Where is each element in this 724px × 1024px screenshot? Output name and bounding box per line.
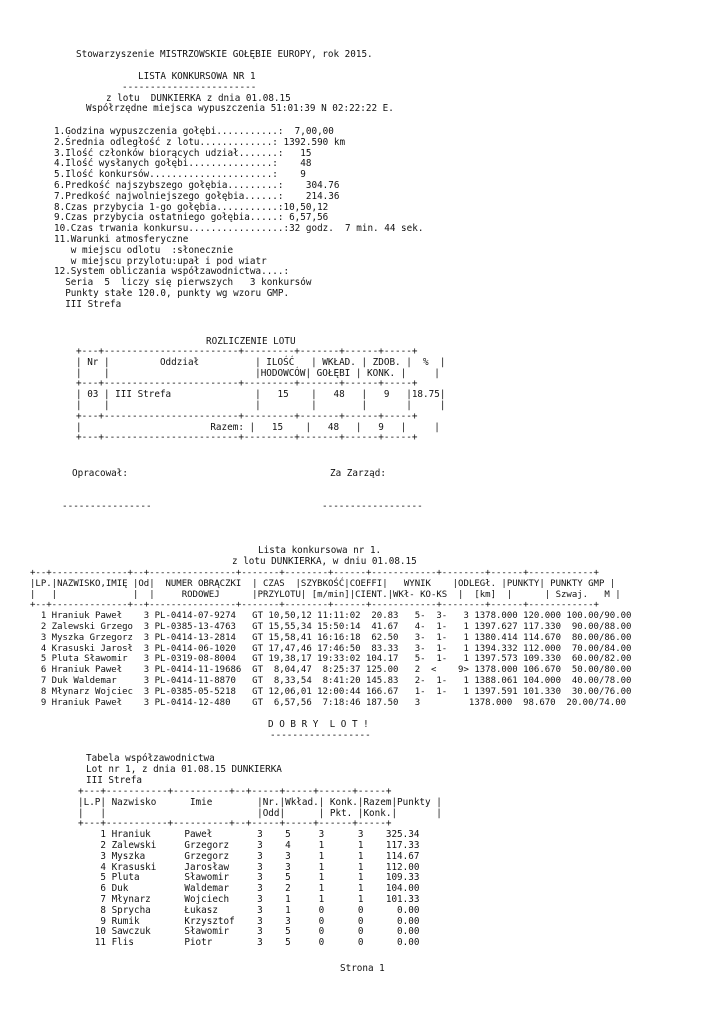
settlement-table: +---+------------------------+---------+-------+------+-----+ | Nr | Oddział | ILOŚĆ | WKŁAD. | ZDOB. | % | | | |HODOWCÓW| GOŁĘBI | KONK. | | +---+------------------------+---------+-------+------+-----+ | 03 | III Strefa | 15 | 48 | 9 |18.75| | | | | | | | +---+------------------------+---------+-------+------+-----+ | Razem: | 15 | 48 | 9 | | +---+------------------------+---------+-------+------+-----+: [76, 346, 446, 444]
standings-zone: III Strefa: [86, 775, 142, 786]
standings-table: +---+-----------+----------+--+-----+-----+------+-----+ |L.P| Nazwisko Imie |Nr.|Wkład.| Konk.|Razem|Punkty | | | |Odd| | Pkt. |Konk.| | +---+-----------+----------+--+-----+-----+------+-----+ 1 Hraniuk Paweł 3 5 3 3 325.34 2 Zalewski Grzegorz 3 4 1 1 117.33 3 Myszka Grzegorz 3 3 1 1 114.67 4 Krasuski Jarosław 3 3 1 1 112.00 5 Pluta Sławomir 3 5 1 1 109.33 6 Duk Waldemar 3 2 1 1 104.00 7 Młynarz Wojciech 3 1 1 1 101.33 8 Sprycha Łukasz 3 1 0 0 0.00 9 Rumik Krzysztof 3 3 0 0 0.00 10 Sawczuk Sławomir 3 5 0 0 0.00 11 Flis Piotr 3 5 0 0 0.00: [78, 786, 442, 949]
competition-title: Lista konkursowa nr 1.: [258, 545, 382, 556]
list-title: LISTA KONKURSOWA NR 1: [138, 71, 256, 82]
competition-subtitle: z lotu DUNKIERKA, w dniu 01.08.15: [232, 556, 417, 567]
competition-table: +--+--------------+--+----------------+-------+--------+------+------------+--------+------+------------+ |LP.|NAZWISKO,IMIĘ |Od| NUMER OBRĄCZKI | CZAS |SZYBKOŚĆ|COEFFI| WYNIK |ODLEGł. |PUNKTY| PUNKTY GMP | | | | | RODOWEJ |PRZYLOTU| [m/min]|CIENT.|WKł- KO-KS | [km] | | Szwaj. M | +--+--------------+--+----------------+-------+--------+------+------------+--------+------+------------+ 1 Hraniuk Paweł 3 PL-0414-07-9274 GT 10,50,12 11:11:02 20.83 5- 3- 3 1378.000 120.000 100.00/90.00 2 Zalewski Grzego 3 PL-0385-13-4763 GT 15,55,34 15:50:14 41.67 4- 1- 1 1397.627 117.330 90.00/88.00 3 Myszka Grzegorz 3 PL-0414-13-2814 GT 15,58,41 16:16:18 62.50 3- 1- 1 1380.414 114.670 80.00/86.00 4 Krasuski Jarosł 3 PL-0414-06-1020 GT 17,47,46 17:46:50 83.33 3- 1- 1 1394.332 112.000 70.00/84.00 5 Pluta Sławomir 3 PL-0319-08-8004 GT 19,38,17 19:33:02 104.17 5- 1- 1 1397.573 109.330 60.00/82.00 6 Hraniuk Paweł 3 PL-0414-11-19686 GT 8,04,47 8:25:37 125.00 2 < 9> 1378.000 106.670 50.00/80.00 7 Duk Waldemar 3 PL-0414-11-8870 GT 8,33,54 8:41:20 145.83 2- 1- 1 1388.061 104.000 40.00/78.00 8 Młynarz Wojciec 3 PL-0385-05-5218 GT 12,06,01 12:00:44 166.67 1- 1- 1 1397.591 101.330 30.00/76.00 9 Hraniuk Paweł 3 PL-0414-12-480 GT 6,57,56 7:18:46 187.50 3 1378.000 98.670 20.00/74.00: [30, 568, 632, 708]
flight-info: z lotu DUNKIERKA z dnia 01.08.15: [106, 93, 291, 104]
board-signature-line: ------------------: [322, 501, 423, 512]
settlement-title: ROZLICZENIE LOTU: [206, 336, 296, 347]
list-title-underline: ------------------------: [122, 82, 257, 93]
page-number: Strona 1: [340, 963, 385, 974]
prepared-by-label: Opracował:: [72, 468, 128, 479]
association-header: Stowarzyszenie MISTRZOWSKIE GOŁĘBIE EUROPY, rok 2015.: [76, 49, 373, 60]
prepared-by-signature-line: ----------------: [62, 501, 152, 512]
good-flight-underline: ------------------: [270, 730, 371, 741]
standings-title: Tabela współzawodnictwa: [86, 753, 215, 764]
good-flight-text: D O B R Y L O T !: [268, 719, 369, 730]
standings-subtitle: Lot nr 1, z dnia 01.08.15 DUNKIERKA: [86, 764, 282, 775]
release-coordinates: Współrzędne miejsca wypuszczenia 51:01:39 N 02:22:22 E.: [86, 103, 394, 114]
flight-parameters: 1.Godzina wypuszczenia gołębi...........: 7,00,00 2.Średnia odległość z lotu.............: 1392.590 km 3.Ilość członków biorących udział.......: 15 4.Ilość wysłanych gołębi...............: 48 5.Ilość konkursów......................: 9 6.Predkość najszybszego gołębia.........: 304.76 7.Predkość najwolniejszego gołębia......: 214.36 8.Czas przybycia 1-go gołębia...........:10,50,12 9.Czas przybycia ostatniego gołębia.....: 6,57,56 10.Czas trwania konkursu.................:32 godz. 7 min. 44 sek. 11.Warunki atmosferyczne w miejscu odlotu :słonecznie w miejscu przylotu:upał i pod wiatr 12.System obliczania współzawodnictwa....: Seria 5 liczy się pierwszych 3 konkursów Punkty stałe 120.0, punkty wg wzoru GMP. III Strefa: [54, 126, 424, 310]
board-label: Za Zarząd:: [330, 468, 386, 479]
